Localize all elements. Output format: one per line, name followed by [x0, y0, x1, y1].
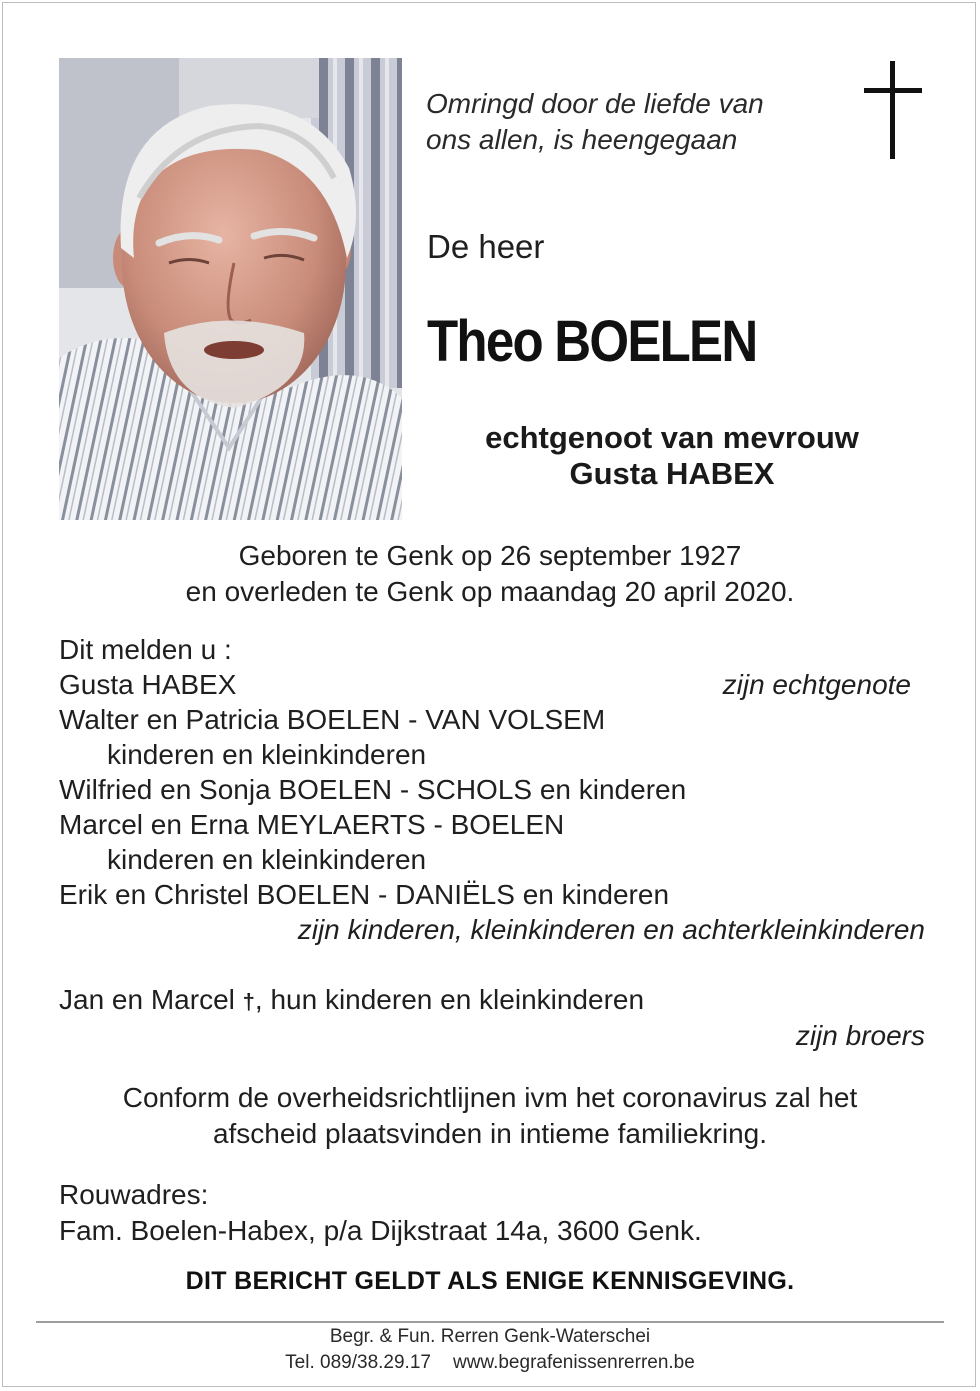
- mourning-address: [59, 1177, 702, 1249]
- covid-line-1: Conform de overheidsrichtlijnen ivm het coronavirus zal het: [122, 1082, 858, 1113]
- children-role: zijn kinderen, kleinkinderen en achterkleinkinderen: [297, 914, 925, 945]
- child-family-3: Marcel en Erna MEYLAERTS - BOELEN: [59, 809, 565, 840]
- child-family-3-sub: kinderen en kleinkinderen: [107, 844, 427, 875]
- sole-notice: DIT BERICHT GELDT ALS ENIGE KENNISGEVING.: [185, 1267, 795, 1295]
- intro-line-1: Omringd door de liefde van: [426, 88, 764, 119]
- intro-line-2: ons allen, is heengegaan: [426, 124, 738, 155]
- child-family-4: Erik en Christel BOELEN - DANIËLS en kinderen: [59, 879, 670, 910]
- deceased-cross-icon: †: [242, 989, 255, 1014]
- honorific: De heer: [427, 228, 545, 265]
- spouse-line-2: Gusta HABEX: [569, 456, 775, 491]
- child-family-1: Walter en Patricia BOELEN - VAN VOLSEM: [59, 704, 606, 735]
- intro-text: [426, 86, 846, 158]
- spouse-role: zijn echtgenote: [722, 669, 911, 700]
- covid-notice: [0, 1080, 980, 1152]
- brothers-text-b: , hun kinderen en kleinkinderen: [254, 984, 645, 1015]
- birth-line: Geboren te Genk op 26 september 1927: [238, 540, 742, 571]
- footer-contact: [0, 1350, 980, 1376]
- spouse-block: [427, 420, 917, 492]
- brothers-line: [59, 984, 644, 1016]
- birth-death-dates: [0, 538, 980, 610]
- footer-website: www.begrafenissenrerren.be: [452, 1352, 695, 1373]
- death-line: en overleden te Genk op maandag 20 april 2020.: [185, 576, 795, 607]
- spouse-name: Gusta HABEX: [59, 669, 237, 700]
- brothers-role: zijn broers: [795, 1020, 925, 1051]
- footer-divider: [36, 1321, 944, 1323]
- address-value: Fam. Boelen-Habex, p/a Dijkstraat 14a, 3600 Genk.: [59, 1215, 702, 1246]
- footer: [0, 1324, 980, 1376]
- footer-phone: Tel. 089/38.29.17: [285, 1352, 431, 1373]
- family-heading: Dit melden u :: [59, 634, 232, 665]
- brothers-text-a: Jan en Marcel: [59, 984, 243, 1015]
- covid-line-2: afscheid plaatsvinden in intieme familiekring.: [212, 1118, 768, 1149]
- child-family-1-sub: kinderen en kleinkinderen: [107, 739, 427, 770]
- cross-icon: [864, 61, 922, 159]
- deceased-name: Theo BOELEN: [427, 309, 757, 374]
- funeral-company: Begr. & Fun. Rerren Genk-Waterschei: [329, 1326, 651, 1347]
- spouse-line-1: echtgenoot van mevrouw: [485, 420, 859, 455]
- child-family-2: Wilfried en Sonja BOELEN - SCHOLS en kinderen: [59, 774, 687, 805]
- address-label: Rouwadres:: [59, 1179, 209, 1210]
- portrait-photo: [59, 58, 402, 520]
